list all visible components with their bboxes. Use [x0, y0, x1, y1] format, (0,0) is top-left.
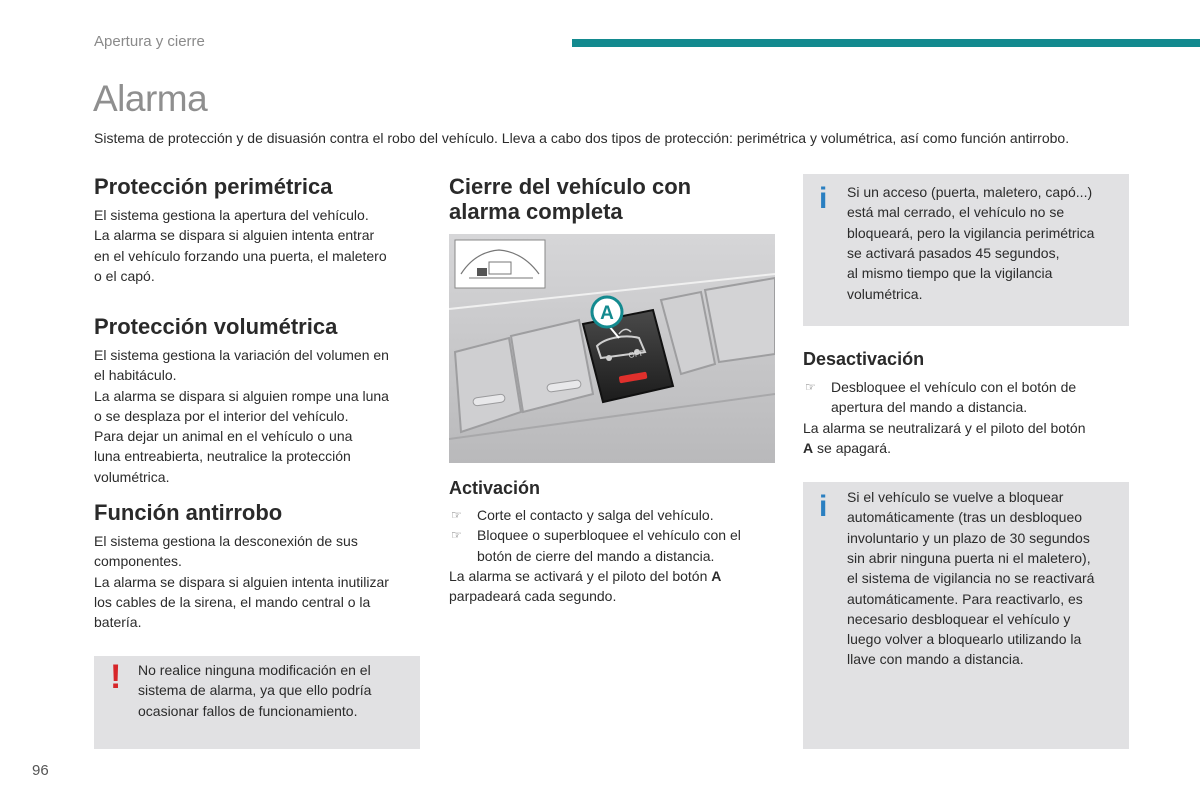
- heading-line: Cierre del vehículo con: [449, 174, 692, 199]
- text-line: botón de cierre del mando a distancia.: [477, 547, 715, 564]
- text-fragment: La alarma se activará y el piloto del botón: [449, 567, 712, 584]
- text-line: necesario desbloquear el vehículo y: [847, 610, 1071, 627]
- intro-text: Sistema de protección y de disuasión contra el robo del vehículo. Lleva a cabo dos tipos de protección: perimétrica y volumétrica, así como función antirrobo.: [94, 130, 1070, 146]
- text-line: automáticamente (tras un desbloqueo: [847, 509, 1083, 526]
- text-line: se activará pasados 45 segundos,: [847, 244, 1060, 261]
- text-line: Bloquee o superbloquee el vehículo con el: [477, 527, 741, 544]
- volumetrica-text: [94, 345, 424, 487]
- text-line: componentes.: [94, 553, 182, 570]
- text-line: ocasionar fallos de funcionamiento.: [138, 702, 358, 719]
- text-line: [449, 566, 775, 586]
- text-line: luna entreabierta, neutralice la protección: [94, 448, 351, 465]
- text-line: está mal cerrado, el vehículo no se: [847, 204, 1065, 221]
- text-line: Corte el contacto y salga del vehículo.: [477, 507, 714, 523]
- desactivacion-content: [803, 377, 1129, 458]
- hand-pointer-icon: ☞: [451, 508, 462, 522]
- button-ref: A: [803, 439, 814, 456]
- alarm-button-photo: [449, 234, 775, 463]
- text-line: involuntario y un plazo de 30 segundos: [847, 529, 1090, 546]
- text-fragment: se apagará.: [813, 439, 891, 456]
- text-line: sin abrir ninguna puerta ni el maletero),: [847, 549, 1091, 566]
- heading-cierre: [449, 174, 775, 224]
- text-line: No realice ninguna modificación en el: [138, 662, 371, 678]
- text-line: batería.: [94, 614, 142, 631]
- hand-pointer-icon: ☞: [805, 380, 816, 394]
- header-accent-bar: [572, 39, 1200, 47]
- text-line: luego volver a bloquearlo utilizando la: [847, 631, 1082, 648]
- list-item: [449, 525, 775, 566]
- text-line: los cables de la sirena, el mando central o la: [94, 593, 371, 610]
- info-box-2: [803, 482, 1129, 749]
- text-line: Si el vehículo se vuelve a bloquear: [847, 489, 1064, 505]
- page-number: 96: [32, 762, 49, 779]
- text-line: Para dejar un animal en el vehículo o una: [94, 428, 353, 445]
- list-item: [803, 377, 1129, 418]
- callout-a-label: A: [600, 303, 614, 324]
- list-item: [449, 505, 775, 525]
- heading-antirrobo: Función antirrobo: [94, 500, 283, 525]
- button-ref: A: [711, 567, 722, 584]
- perimetrica-text: [94, 205, 424, 286]
- heading-perimetrica: Protección perimétrica: [94, 174, 333, 199]
- heading-line: alarma completa: [449, 199, 623, 224]
- antirrobo-text: [94, 531, 424, 632]
- text-line: Desbloquee el vehículo con el botón de: [831, 379, 1077, 395]
- heading-volumetrica: Protección volumétrica: [94, 314, 338, 339]
- text-line: bloqueará, pero la vigilancia perimétrica: [847, 224, 1095, 241]
- text-line: La alarma se neutralizará y el piloto del botón: [803, 419, 1086, 436]
- activacion-content: [449, 505, 775, 606]
- text-line: al mismo tiempo que la vigilancia: [847, 265, 1053, 282]
- info-icon: i: [819, 490, 828, 523]
- text-line: volumétrica.: [94, 468, 170, 485]
- text-line: La alarma se dispara si alguien rompe una luna: [94, 387, 389, 404]
- heading-desactivacion: Desactivación: [803, 349, 925, 369]
- exclamation-icon: !: [110, 658, 122, 696]
- text-line: La alarma se dispara si alguien intenta entrar: [94, 227, 375, 244]
- text-line: o el capó.: [94, 267, 155, 284]
- text-line: [803, 438, 1129, 458]
- page-title: Alarma: [93, 78, 208, 119]
- text-line: apertura del mando a distancia.: [831, 399, 1028, 416]
- text-line: en el vehículo forzando una puerta, el maletero: [94, 247, 387, 264]
- text-line: volumétrica.: [847, 285, 923, 302]
- text-line: La alarma se dispara si alguien intenta inutilizar: [94, 573, 389, 590]
- text-line: sistema de alarma, ya que ello podría: [138, 682, 372, 699]
- hand-pointer-icon: ☞: [451, 528, 462, 543]
- info-icon: i: [819, 182, 828, 215]
- text-line: automáticamente. Para reactivarlo, es: [847, 590, 1083, 607]
- info-box-1: [803, 174, 1129, 326]
- text-line: o se desplaza por el interior del vehículo.: [94, 407, 349, 424]
- text-line: El sistema gestiona la variación del volumen en: [94, 347, 389, 363]
- heading-activacion: Activación: [449, 478, 541, 498]
- section-label: Apertura y cierre: [94, 33, 205, 50]
- off-label: OFF: [627, 348, 646, 360]
- text-line: El sistema gestiona la desconexión de sus: [94, 533, 358, 549]
- text-line: llave con mando a distancia.: [847, 651, 1024, 668]
- text-line: el habitáculo.: [94, 367, 177, 384]
- text-line: el sistema de vigilancia no se reactivará: [847, 570, 1095, 587]
- warning-box: [94, 656, 420, 749]
- text-line: Si un acceso (puerta, maletero, capó...): [847, 184, 1093, 200]
- text-line: El sistema gestiona la apertura del vehículo.: [94, 207, 369, 223]
- text-line: parpadeará cada segundo.: [449, 588, 617, 605]
